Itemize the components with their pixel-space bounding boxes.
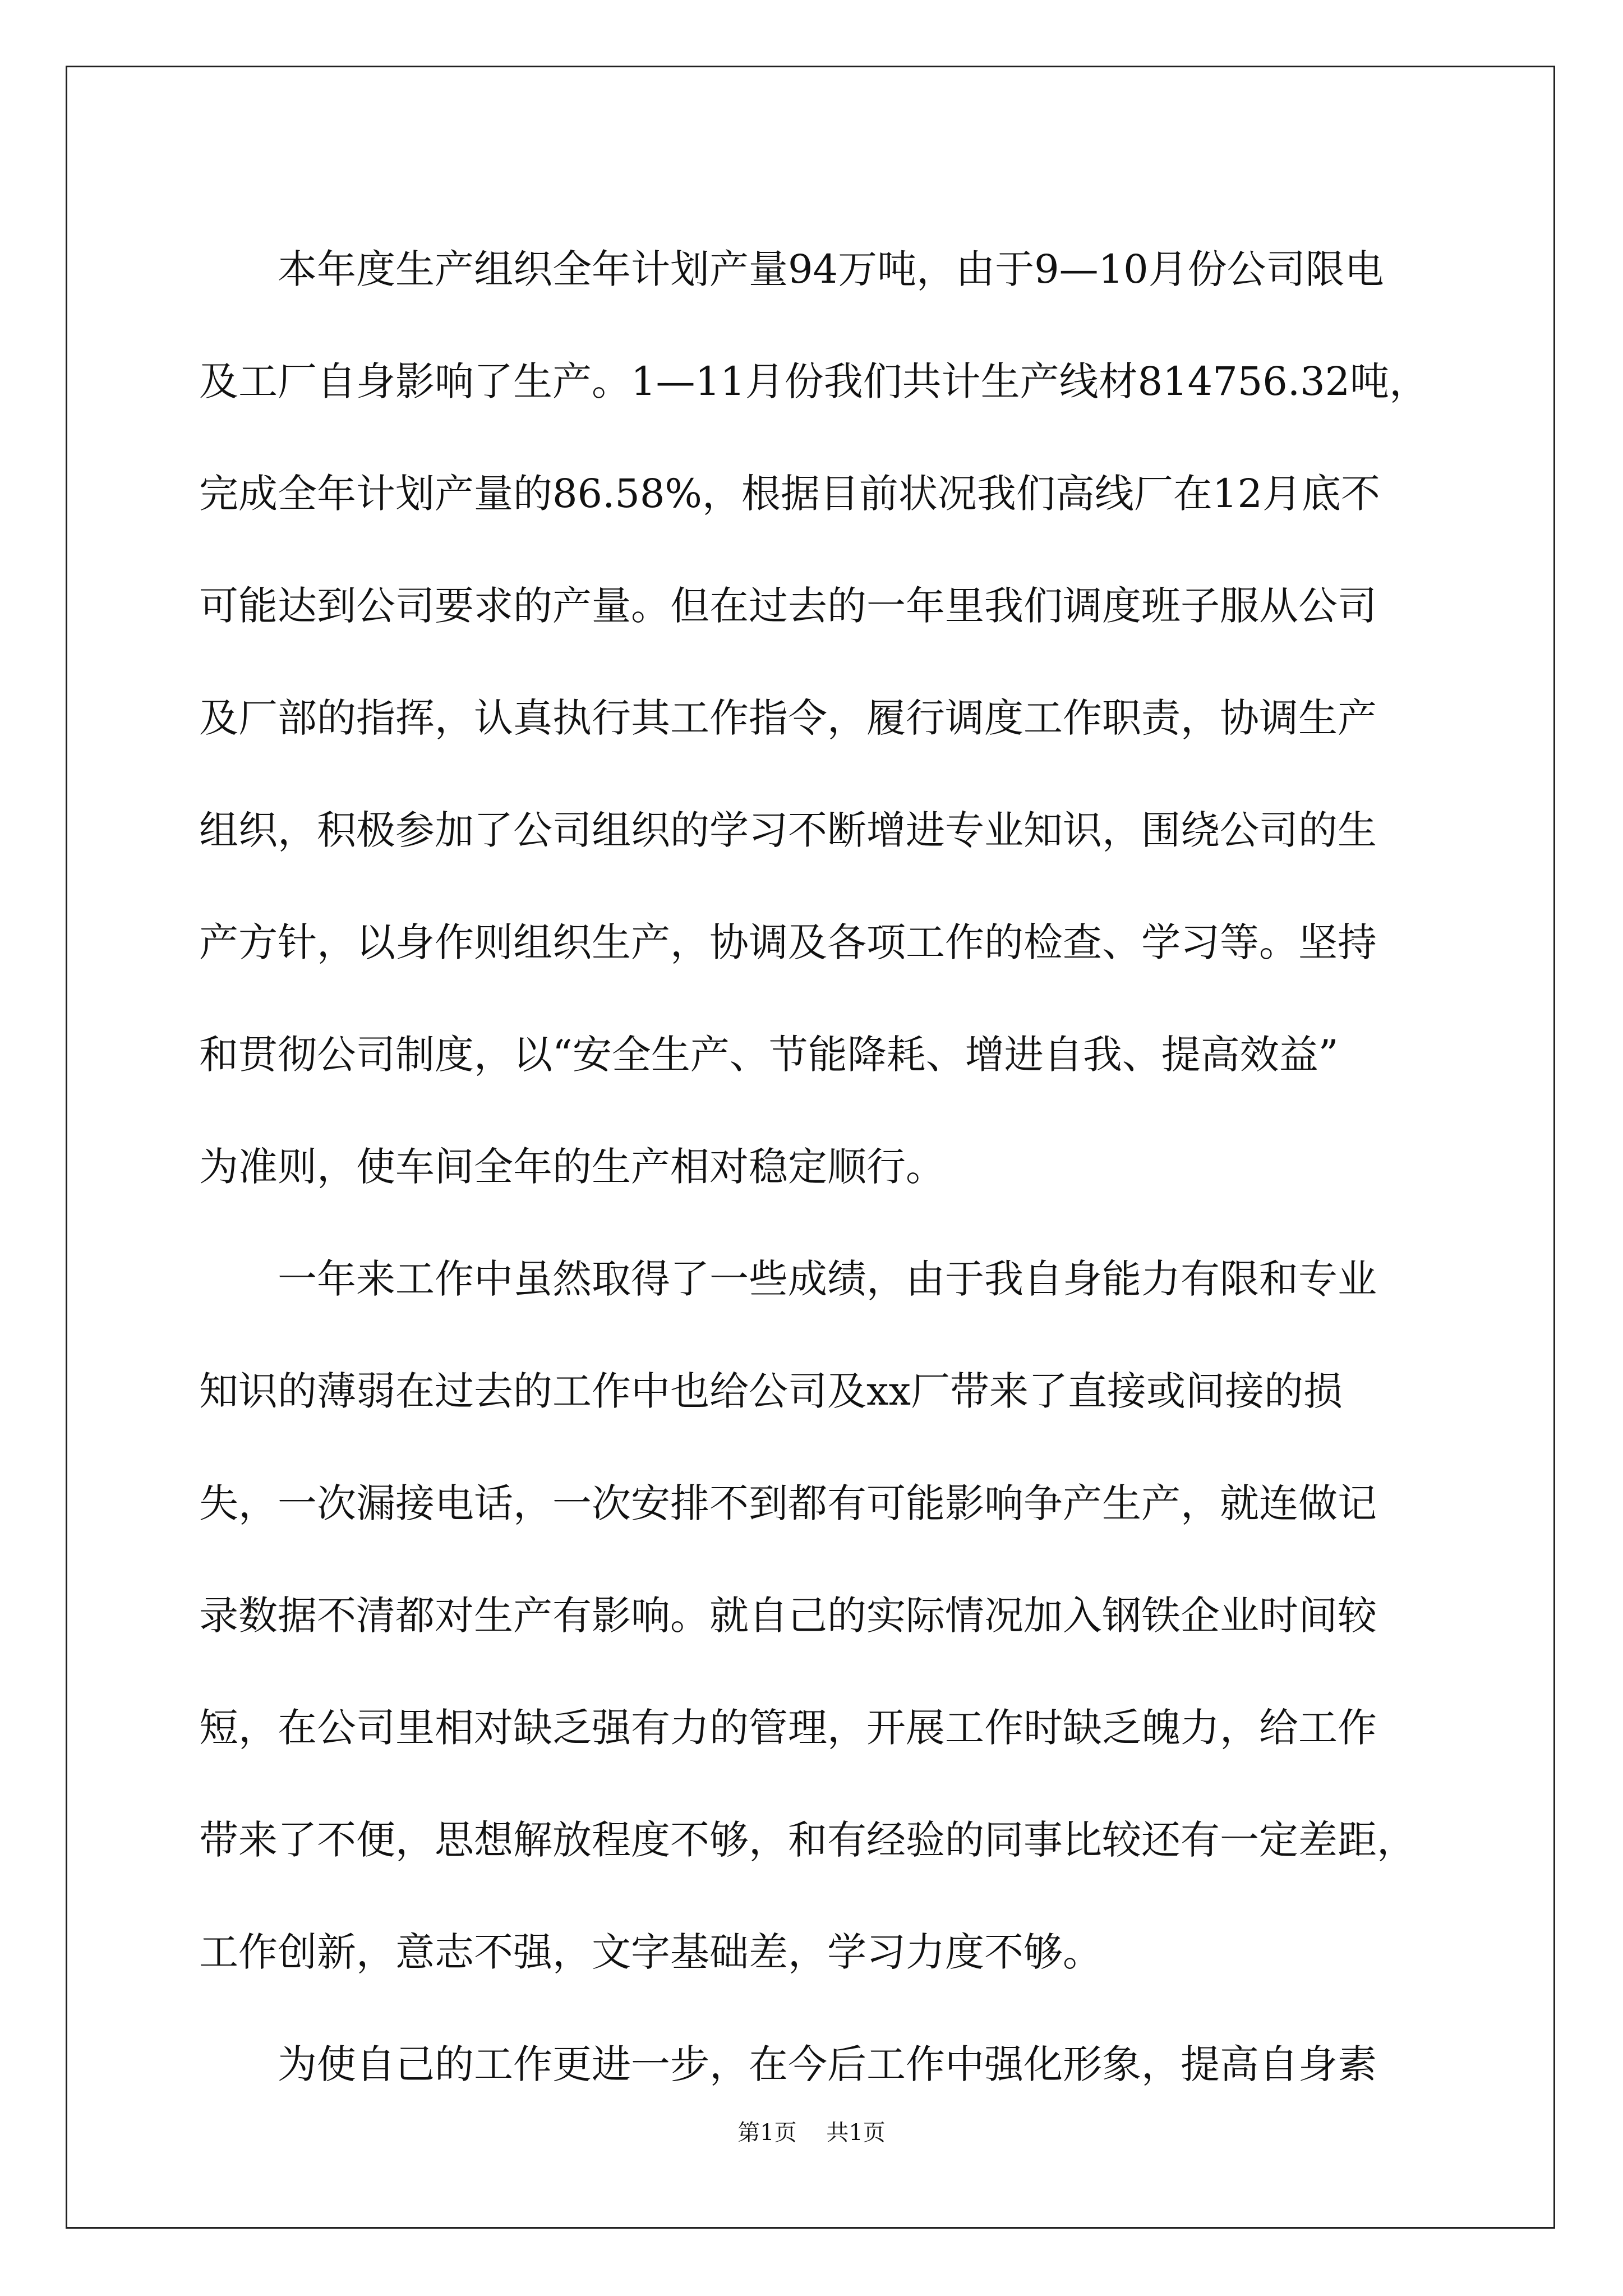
page-footer	[0, 2115, 1623, 2147]
text-line: 产方针，以身作则组织生产，协调及各项工作的检查、学习等。坚持	[199, 919, 1377, 965]
text-line: 组织，积极参加了公司组织的学习不断增进专业知识，围绕公司的生	[199, 807, 1377, 853]
document-body	[199, 213, 1433, 2120]
text-line: 工作创新，意志不强，文字基础差，学习力度不够。	[199, 1929, 1102, 1975]
text-line: 可能达到公司要求的产量。但在过去的一年里我们调度班子服从公司	[199, 583, 1377, 629]
text-line: 完成全年计划产量的86.58%，根据目前状况我们高线厂在12月底不	[199, 471, 1380, 517]
text-line: 带来了不便，思想解放程度不够，和有经验的同事比较还有一定差距，	[199, 1817, 1416, 1863]
text-line: 一年来工作中虽然取得了一些成绩，由于我自身能力有限和专业	[199, 1256, 1377, 1302]
text-line: 及工厂自身影响了生产。1—11月份我们共计生产线材814756.32吨，	[199, 358, 1429, 404]
total-pages: 共1页	[826, 2120, 886, 2146]
text-line: 本年度生产组织全年计划产量94万吨，由于9—10月份公司限电	[199, 246, 1384, 292]
text-line: 和贯彻公司制度，以“安全生产、节能降耗、增进自我、提高效益”	[199, 1032, 1339, 1078]
text-line: 失，一次漏接电话，一次安排不到都有可能影响争产生产，就连做记	[199, 1480, 1377, 1526]
text-line: 为使自己的工作更进一步，在今后工作中强化形象，提高自身素	[199, 2041, 1377, 2087]
text-line: 短，在公司里相对缺乏强有力的管理，开展工作时缺乏魄力，给工作	[199, 1705, 1377, 1751]
text-line: 为准则，使车间全年的生产相对稳定顺行。	[199, 1144, 945, 1190]
text-line: 录数据不清都对生产有影响。就自己的实际情况加入钢铁企业时间较	[199, 1593, 1377, 1639]
page-number: 第1页	[737, 2120, 797, 2146]
text-line: 及厂部的指挥，认真执行其工作指令，履行调度工作职责，协调生产	[199, 695, 1377, 741]
text-line: 知识的薄弱在过去的工作中也给公司及xx厂带来了直接或间接的损	[199, 1368, 1343, 1414]
